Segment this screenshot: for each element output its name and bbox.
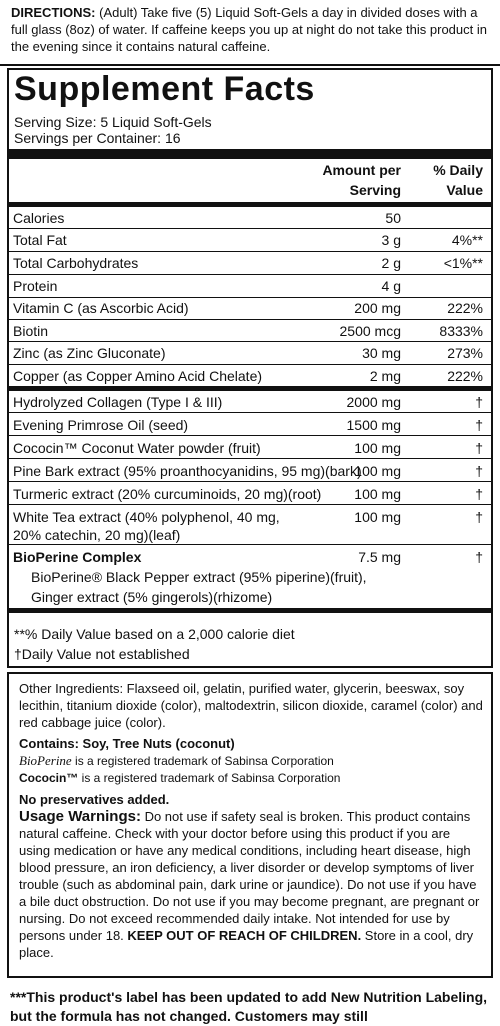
row-divider — [9, 274, 491, 275]
facts-row — [9, 415, 491, 435]
facts-row — [9, 276, 491, 296]
nutrient-name: Cococin™ Coconut Water powder (fruit) — [13, 440, 261, 456]
col-dv-header: % Daily Value — [433, 162, 483, 198]
divider-thick — [9, 149, 491, 159]
row-divider — [9, 481, 491, 482]
directions-block — [0, 0, 500, 66]
facts-row — [9, 484, 491, 504]
nutrient-name: Total Carbohydrates — [13, 255, 139, 271]
facts-row — [9, 507, 491, 527]
row-divider — [9, 435, 491, 436]
nutrient-daily-value: <1%** — [443, 255, 483, 271]
row-divider — [9, 297, 491, 298]
nutrient-amount: 1500 mg — [346, 417, 401, 433]
nutrient-amount: 2 mg — [369, 368, 401, 384]
facts-row — [9, 438, 491, 458]
label-update-note: ***This product's label has been updated to add New Nutrition Labeling, but the formula has not changed. Customers may still — [10, 989, 488, 1024]
usage-warnings: Usage Warnings: Do not use if safety seal is broken. This product contains natural caffeine. Check with your doctor before using this product if you are using medication or have any medical conditions, including heart disease, high blood pressure, an iron deficiency, a liver disorder or develop symptoms of liver trouble (such as abdominal pain, dark urine or jaundice). Do not use if you have a bile duct obstruction. Do not use if you may become pregnant, are pregnant or nursing. Do not exceed recommended daily intake. Not intended for use by persons under 18. KEEP OUT OF REACH OF CHILDREN. Store in a cool, dry place. — [19, 808, 480, 960]
allergen-contains: Contains: Soy, Tree Nuts (coconut) — [19, 736, 235, 751]
facts-row — [9, 461, 491, 481]
row-divider — [9, 341, 491, 342]
cococin-logo: Cococin™ — [19, 771, 79, 785]
nutrient-name: Calories — [13, 210, 65, 226]
nutrient-name: Zinc (as Zinc Gluconate) — [13, 345, 166, 361]
nutrient-name: BioPerine Complex — [13, 549, 142, 565]
nutrient-amount: 200 mg — [354, 300, 401, 316]
nutrient-daily-value: † — [475, 440, 483, 456]
nutrient-amount: 2 g — [381, 255, 401, 271]
other-ingredients: Other Ingredients: Flaxseed oil, gelatin, purified water, glycerin, beeswax, soy lecithin, titanium dioxide (color), maltodextrin, silicon dioxide, caramel (color) and red cabbage juice (color). — [19, 681, 483, 730]
bioperine-logo: BioPerine — [19, 753, 72, 768]
facts-row — [9, 567, 491, 587]
nutrient-amount: 2500 mcg — [339, 323, 401, 339]
row-divider — [9, 458, 491, 459]
footnote-daily-value: **% Daily Value based on a 2,000 calorie diet — [14, 626, 295, 642]
footnote-not-established: †Daily Value not established — [14, 646, 190, 662]
nutrient-name: Evening Primrose Oil (seed) — [13, 417, 189, 433]
row-divider — [9, 228, 491, 229]
nutrient-name: Pine Bark extract (95% proanthocyanidins, 95 mg)(bark) — [13, 463, 362, 479]
nutrient-daily-value: † — [475, 394, 483, 410]
facts-row — [9, 525, 491, 545]
facts-row — [9, 343, 491, 363]
nutrient-daily-value: 4%** — [451, 232, 483, 248]
nutrient-name: Vitamin C (as Ascorbic Acid) — [13, 300, 189, 316]
directions-text: (Adult) Take five (5) Liquid Soft-Gels a day in divided doses with a full glass (8oz) of water. If caffeine keeps you up at night do not take this product in the evening since it contains natural caffeine. — [11, 5, 487, 54]
servings-per-container: Servings per Container: 16 — [14, 130, 181, 146]
nutrient-daily-value: † — [475, 486, 483, 502]
col-amount-header: Amount per Serving — [322, 162, 401, 198]
nutrient-amount: 2000 mg — [346, 394, 401, 410]
facts-row — [9, 587, 491, 607]
nutrient-daily-value: 222% — [447, 368, 483, 384]
directions-label: DIRECTIONS: — [11, 5, 96, 20]
divider-medium — [9, 202, 491, 207]
serving-size: Serving Size: 5 Liquid Soft-Gels — [14, 114, 212, 130]
nutrient-name: BioPerine® Black Pepper extract (95% piperine)(fruit), — [31, 569, 367, 585]
nutrient-amount: 4 g — [381, 278, 401, 294]
supplement-facts-panel — [7, 68, 493, 668]
nutrient-amount: 30 mg — [362, 345, 401, 361]
nutrient-name: Biotin — [13, 323, 49, 339]
nutrient-amount: 100 mg — [354, 463, 401, 479]
facts-row — [9, 253, 491, 273]
nutrient-daily-value: † — [475, 549, 483, 565]
nutrient-name: Hydrolyzed Collagen (Type I & III) — [13, 394, 223, 410]
row-divider — [9, 412, 491, 413]
other-ingredients-box — [7, 672, 493, 978]
facts-row — [9, 547, 491, 567]
facts-row — [9, 392, 491, 412]
row-divider — [9, 364, 491, 365]
facts-row — [9, 366, 491, 386]
nutrient-amount: 100 mg — [354, 486, 401, 502]
facts-row — [9, 230, 491, 250]
nutrient-daily-value: 273% — [447, 345, 483, 361]
nutrient-daily-value: 8333% — [439, 323, 483, 339]
row-divider — [9, 504, 491, 505]
nutrient-amount: 100 mg — [354, 509, 401, 525]
nutrient-name: 20% catechin, 20 mg)(leaf) — [13, 527, 181, 543]
nutrient-daily-value: † — [475, 463, 483, 479]
nutrient-name: Turmeric extract (20% curcuminoids, 20 mg)(root) — [13, 486, 322, 502]
section-divider — [9, 608, 491, 613]
nutrient-name: Copper (as Copper Amino Acid Chelate) — [13, 368, 263, 384]
section-divider — [9, 386, 491, 391]
bioperine-trademark: BioPerine is a registered trademark of Sabinsa Corporation — [19, 753, 334, 768]
facts-row — [9, 321, 491, 341]
facts-title: Supplement Facts — [14, 70, 315, 108]
nutrient-daily-value: 222% — [447, 300, 483, 316]
nutrient-name: Protein — [13, 278, 58, 294]
nutrient-daily-value: † — [475, 417, 483, 433]
row-divider — [9, 319, 491, 320]
facts-row — [9, 298, 491, 318]
nutrient-name: White Tea extract (40% polyphenol, 40 mg, — [13, 509, 280, 525]
nutrient-name: Ginger extract (5% gingerols)(rhizome) — [31, 589, 273, 605]
row-divider — [9, 544, 491, 545]
no-preservatives: No preservatives added. — [19, 792, 170, 807]
cococin-trademark: Cococin™ is a registered trademark of Sabinsa Corporation — [19, 771, 341, 785]
nutrient-amount: 100 mg — [354, 440, 401, 456]
nutrient-amount: 7.5 mg — [358, 549, 401, 565]
nutrient-amount: 50 — [385, 210, 401, 226]
nutrient-name: Total Fat — [13, 232, 67, 248]
nutrient-daily-value: † — [475, 509, 483, 525]
nutrient-amount: 3 g — [381, 232, 401, 248]
row-divider — [9, 251, 491, 252]
facts-row — [9, 208, 491, 228]
